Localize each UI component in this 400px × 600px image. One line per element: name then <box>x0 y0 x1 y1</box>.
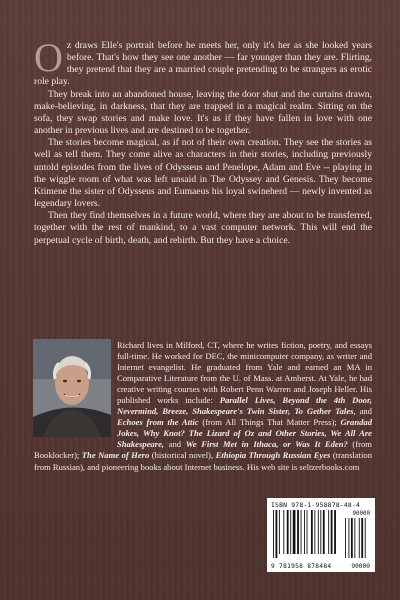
blurb-text: z draws Elle's portrait before he meets her, only it's her as she looked years before. That's how they see one another — far younger than they are. Flirting, they pretend that they are a married couple pretending to be strangers as erotic role play. <box>34 40 372 88</box>
barcode-bar <box>304 510 305 554</box>
bio-text: (from All Things That Matter Press); <box>198 417 341 428</box>
price-code: 90000 <box>352 511 370 517</box>
price-bar <box>348 518 349 558</box>
barcode-bar <box>301 510 302 554</box>
isbn-label: ISBN 978-1-958878-48-4 <box>271 501 361 509</box>
blurb-paragraph: Then they find themselves in a future world, where they are about to be transferred, together with the rest of mankind, to a vast computer network. This will end the perpetual cycle of birth, death, and rebirth. But they have a choice. <box>34 210 372 246</box>
bio-text: (historical novel), <box>149 450 216 461</box>
barcode-bar <box>279 510 280 554</box>
barcode-bar <box>314 510 315 554</box>
barcode-bar <box>311 510 313 554</box>
barcode-bar <box>287 510 289 554</box>
barcode-bar <box>283 510 284 554</box>
barcode-bar <box>293 510 296 554</box>
price-bar <box>351 518 353 558</box>
price-bar <box>361 518 363 558</box>
barcode-bars <box>271 510 371 562</box>
price-bar <box>359 518 360 558</box>
book-title: Ethiopia Through Russian Eyes <box>215 450 331 461</box>
drop-cap: O <box>34 35 63 80</box>
book-title: The Name of Hero <box>81 450 150 461</box>
barcode-bar <box>318 510 319 554</box>
book-title: Echoes from the Attic <box>117 417 199 428</box>
blurb-paragraph: The stories become magical, as if not of their own creation. They see the stories as well as tell them. They come alive as characters in their stories, including previously untold episodes from the lives of Odysseus and Penelope, Adam and Eve -- playing in the wiggle room of what was left unsaid in The Odyssey and Genesis. They become Ktimene the sister of Odysseus and Eumaeus his loyal swineherd — newly invented as legendary lovers. <box>34 137 372 210</box>
book-title: Grandad Jokes, Why Knot? The Lizard of Oz and Other Stories, We All Are Shakespeare, <box>117 417 372 450</box>
barcode-bar <box>328 510 329 554</box>
bio-text: Richard lives in Milford, CT, where he writes fiction, poetry, and essays full-time. He worked for DEC, the minicomputer company, as writer and Internet evangelist. He graduated from Yale and earned an MA in Comparative Literature from the U. of Mass. at Amherst. At Yale, he had creative writing courses with Robert Penn Warren and Joseph Heller. His published works include: <box>117 340 372 406</box>
barcode-bar <box>334 510 336 554</box>
bio-text: (from Booklocker); <box>34 439 372 461</box>
author-bio <box>34 340 372 473</box>
price-bar <box>354 518 355 558</box>
barcode-bar <box>273 510 274 558</box>
barcode-bar <box>276 510 278 558</box>
barcode-bar <box>323 510 325 554</box>
barcode-bar <box>307 510 308 554</box>
ean-digits: 9 781958 878484 <box>271 563 332 570</box>
book-title: We First Met in Ithaca, or Was It Eden? <box>185 439 348 450</box>
price-digits: 90000 <box>351 563 370 570</box>
bio-text: , and <box>353 406 372 417</box>
blurb-paragraph <box>34 35 372 89</box>
barcode-bar <box>320 510 321 554</box>
barcode-bar <box>331 510 333 554</box>
bio-text: (translation from Russian), and pioneering books about Internet business. His web site is seltzerbooks.com <box>34 450 372 472</box>
barcode-bar <box>290 510 291 554</box>
barcode-bar <box>297 510 299 554</box>
blurb-paragraph: They break into an abandoned house, leaving the door shut and the curtains drawn, make-believing, in darkness, that they are trapped in a magical realm. Sitting on the sofa, they swap stories and make love. It's as if they have fallen in love with one another in previous lives and are destined to be together. <box>34 88 372 137</box>
synopsis-blurb <box>34 35 372 247</box>
price-bar <box>365 518 366 558</box>
price-bar <box>345 518 346 558</box>
bio-text: and <box>164 439 186 450</box>
photo-spacer <box>34 340 117 440</box>
book-title: Parallel Lives, Beyond the 4th Door, Nevermind, Breeze, Shakespeare's Twin Sister, To Gether Tales <box>117 395 372 417</box>
isbn-barcode <box>267 498 375 572</box>
